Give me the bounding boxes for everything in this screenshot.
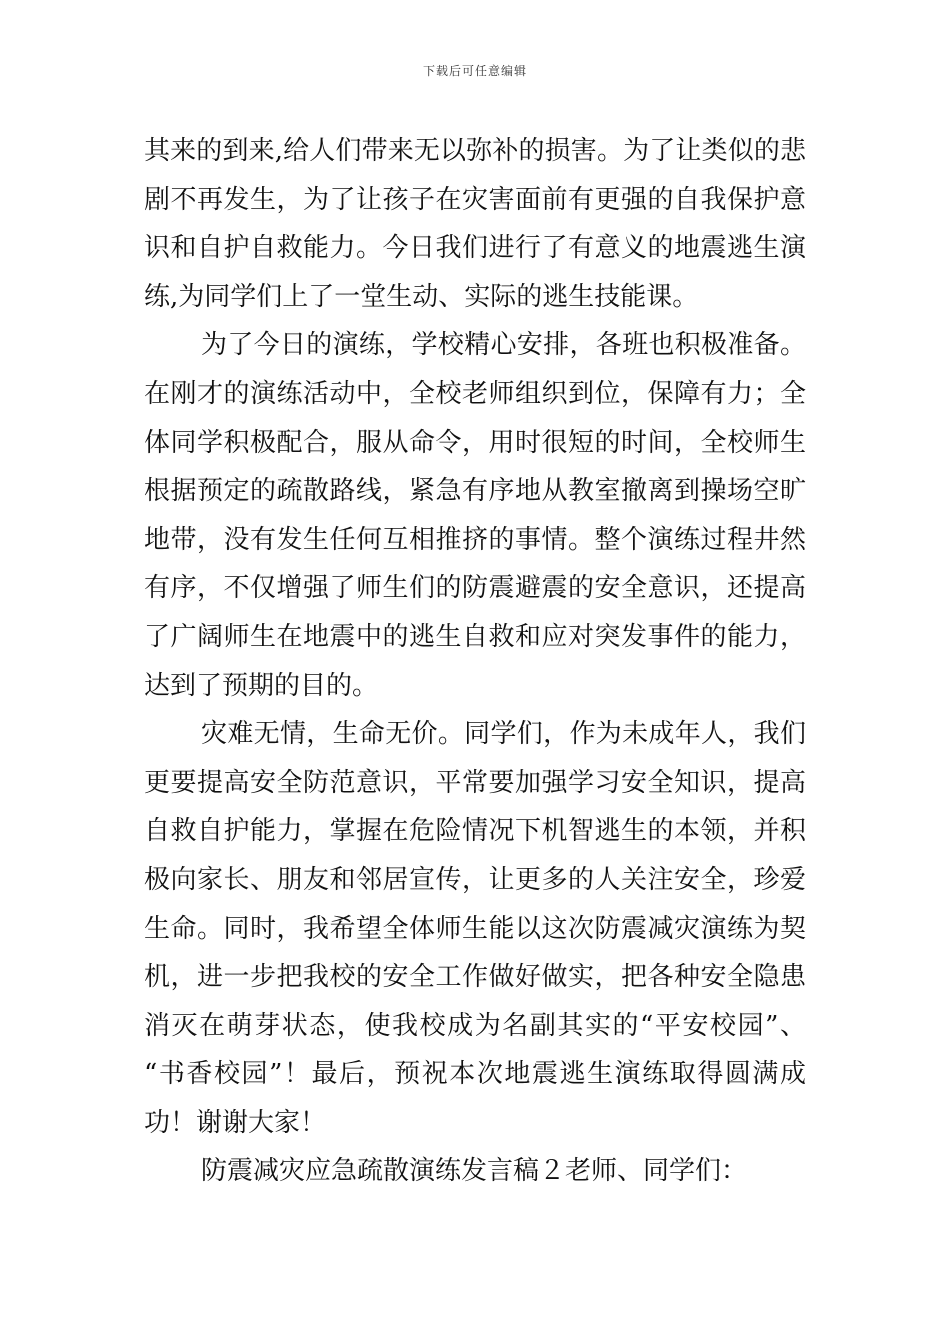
paragraph-3: [144, 710, 806, 1147]
page-header: 下载后可任意编辑: [422, 64, 527, 78]
paragraph-1: [144, 127, 806, 321]
text-line: 更要提高安全防范意识，平常要加强学习安全知识，提高: [144, 767, 806, 798]
text-line: 消灭在萌芽状态，使我校成为名副其实的“平安校园”、: [144, 1010, 806, 1041]
text-line: 自救自护能力，掌握在危险情况下机智逃生的本领，并积: [144, 816, 806, 847]
text-line: 灾难无情，生命无价。同学们，作为未成年人，我们: [201, 719, 806, 750]
paragraph-2: [144, 321, 806, 710]
text-line: 识和自护自救能力。今日我们进行了有意义的地震逃生演: [144, 233, 806, 264]
text-line: 其来的到来,给人们带来无以弥补的损害。为了让类似的悲: [144, 136, 806, 166]
text-line: 有序，不仅增强了师生们的防震避震的安全意识，还提高: [144, 573, 806, 604]
text-line: 练,为同学们上了一堂生动、实际的逃生技能课。: [144, 281, 699, 312]
text-line: 在刚才的演练活动中，全校老师组织到位，保障有力；全: [144, 378, 806, 409]
text-line: 极向家长、朋友和邻居宣传，让更多的人关注安全，珍爱: [144, 864, 806, 895]
document-body: [144, 127, 806, 1196]
text-line: 根据预定的疏散路线，紧急有序地从教室撤离到操场空旷: [144, 476, 806, 507]
text-line: 功！谢谢大家！: [144, 1107, 327, 1138]
text-line: 机，进一步把我校的安全工作做好做实，把各种安全隐患: [144, 962, 806, 993]
text-line: 剧不再发生，为了让孩子在灾害面前有更强的自我保护意: [144, 184, 806, 215]
text-line: 了广阔师生在地震中的逃生自救和应对突发事件的能力，: [144, 621, 806, 652]
text-line: “书香校园”！最后，预祝本次地震逃生演练取得圆满成: [144, 1059, 806, 1090]
text-line: 为了今日的演练，学校精心安排，各班也积极准备。: [201, 330, 806, 361]
text-line: 防震减灾应急疏散演练发言稿２老师、同学们：: [201, 1156, 748, 1187]
paragraph-4: [144, 1147, 806, 1196]
text-line: 达到了预期的目的。: [144, 670, 379, 701]
text-line: 体同学积极配合，服从命令，用时很短的时间，全校师生: [144, 427, 806, 458]
text-line: 生命。同时，我希望全体师生能以这次防震减灾演练为契: [144, 913, 806, 944]
text-line: 地带，没有发生任何互相推挤的事情。整个演练过程井然: [144, 524, 806, 555]
